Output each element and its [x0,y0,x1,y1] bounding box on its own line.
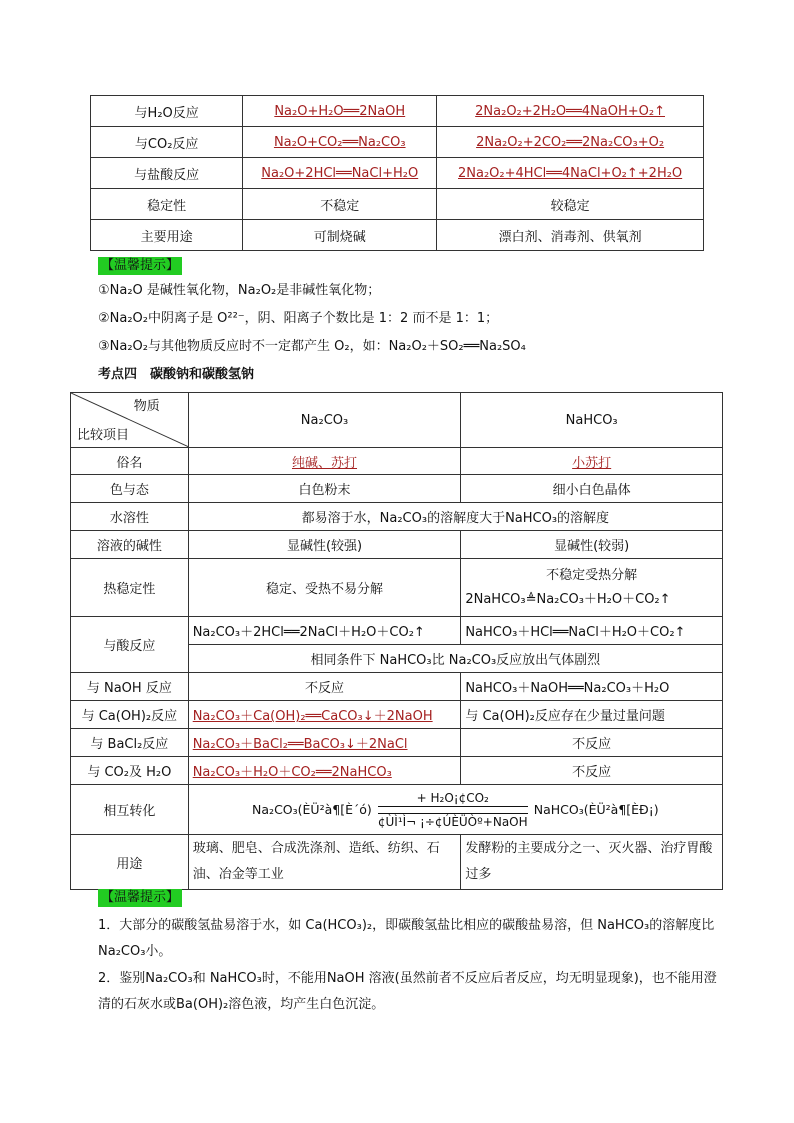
tip-label-1: 【温馨提示】 [98,257,182,275]
cell-nahco3: 与 Ca(OH)₂反应存在少量过量问题 [461,701,723,729]
row-label: 用途 [71,835,189,890]
cell-na2co3: Na₂CO₃＋H₂O＋CO₂══2NaHCO₃ [188,757,461,785]
table-row [91,189,704,220]
table-header-row [71,393,723,448]
cell-na2o: 可制烧碱 [243,220,437,251]
cell-na2o2: 2Na₂O₂+2H₂O══4NaOH+O₂↑ [437,96,704,127]
row-label: 俗名 [71,448,189,475]
tip1-line-2: ②Na₂O₂中阴离子是 O²²⁻，阴、阳离子个数比是 1：2 而不是 1：1； [98,311,499,326]
cell-na2co3: 显碱性(较强) [188,531,461,559]
row-label: 水溶性 [71,503,189,531]
tip1-line-1: ①Na₂O 是碱性氧化物，Na₂O₂是非碱性氧化物； [98,283,381,298]
cell-na2o: Na₂O+CO₂══Na₂CO₃ [243,127,437,158]
row-label: 与酸反应 [71,617,189,673]
cell-na2o2: 2Na₂O₂+2CO₂══2Na₂CO₃+O₂ [437,127,704,158]
cell-na2o2: 较稳定 [437,189,704,220]
cell-na2co3: 纯碱、苏打 [188,448,461,475]
cell-nahco3: NaHCO₃＋HCl══NaCl＋H₂O＋CO₂↑ [461,617,723,645]
cell-nahco3: 小苏打 [461,448,723,475]
row-label: 与CO₂反应 [91,127,243,158]
conversion-top: + H₂O¡¢CO₂ [416,790,489,805]
cell-na2o: 不稳定 [243,189,437,220]
diagonal-header-cell [71,393,189,448]
table-row [71,835,723,890]
table-row [91,220,704,251]
cell-na2o2: 漂白剂、消毒剂、供氧剂 [437,220,704,251]
row-label: 与盐酸反应 [91,158,243,189]
cell-na2co3: 白色粉末 [188,475,461,503]
tip1-line-3: ③Na₂O₂与其他物质反应时不一定都产生 O₂，如：Na₂O₂＋SO₂══Na₂SO₄ [98,339,526,354]
cell-na2co3: 玻璃、肥皂、合成洗涤剂、造纸、纺织、石油、冶金等工业 [188,835,461,890]
tip2-paragraph-2: 2．鉴别Na₂CO₃和 NaHCO₃时，不能用NaOH 溶液(虽然前者不反应后者反应，均无明显现象)，也不能用澄清的石灰水或Ba(OH)₂溶色液，均产生白色沉淀。 [98,971,717,1012]
row-label: 与 CO₂及 H₂O [71,757,189,785]
conversion-arrows [378,790,528,830]
conversion-left: Na₂CO₃(ÈÜ²à¶[È´ó) [252,802,372,817]
row-label: 相互转化 [71,785,189,835]
sodium-oxide-table [90,95,704,251]
tip-label-2: 【温馨提示】 [98,889,182,907]
table-row [91,158,704,189]
thermal-text: 不稳定受热分解 [546,567,638,583]
table-row [71,448,723,475]
table-row [71,559,723,617]
cell-nahco3: 发酵粉的主要成分之一、灭火器、治疗胃酸过多 [461,835,723,890]
row-label: 与H₂O反应 [91,96,243,127]
table-row [71,503,723,531]
cell-na2o2: 2Na₂O₂+4HCl══4NaCl+O₂↑+2H₂O [437,158,704,189]
row-label: 色与态 [71,475,189,503]
thermal-equation: 2NaHCO₃≜Na₂CO₃＋H₂O＋CO₂↑ [465,591,671,607]
double-arrow-icon [378,806,528,814]
cell-nahco3: NaHCO₃＋NaOH══Na₂CO₃＋H₂O [461,673,723,701]
conversion-equation [193,790,718,830]
table-row [71,729,723,757]
cell-na2co3: Na₂CO₃＋2HCl══2NaCl＋H₂O＋CO₂↑ [188,617,461,645]
cell-na2co3: 不反应 [188,673,461,701]
cell-nahco3: 不反应 [461,757,723,785]
cell-nahco3: 不反应 [461,729,723,757]
section-title: 考点四 碳酸钠和碳酸氢钠 [98,367,255,382]
table-row [71,785,723,835]
row-label: 热稳定性 [71,559,189,617]
table-row [71,531,723,559]
table-row [91,96,704,127]
table-row [71,475,723,503]
header-substance: 物质 [133,399,160,414]
row-label: 主要用途 [91,220,243,251]
conversion-cell [188,785,722,835]
cell-merged: 相同条件下 NaHCO₃比 Na₂CO₃反应放出气体剧烈 [188,645,722,673]
cell-na2co3: Na₂CO₃＋BaCl₂══BaCO₃↓＋2NaCl [188,729,461,757]
cell-na2co3: Na₂CO₃＋Ca(OH)₂══CaCO₃↓＋2NaOH [188,701,461,729]
table-row [91,127,704,158]
conversion-bottom: ¢ÙÌ¹Ì¬ ¡÷¢ÚÈÜÒº+NaOH [377,814,528,829]
row-label: 与 NaOH 反应 [71,673,189,701]
tip2-paragraph-1: 1．大部分的碳酸氢盐易溶于水，如 Ca(HCO₃)₂，即碳酸氢盐比相应的碳酸盐易溶，但 NaHCO₃的溶解度比 Na₂CO₃小。 [98,918,715,959]
row-label: 稳定性 [91,189,243,220]
cell-na2co3: 稳定、受热不易分解 [188,559,461,617]
cell-merged: 都易溶于水，Na₂CO₃的溶解度大于NaHCO₃的溶解度 [188,503,722,531]
cell-nahco3 [461,559,723,617]
conversion-right: NaHCO₃(ÈÜ²à¶[ÈÐ¡) [533,802,659,817]
table-row [71,701,723,729]
cell-nahco3: 细小白色晶体 [461,475,723,503]
carbonate-comparison-table [70,392,723,890]
cell-na2o: Na₂O+2HCl══NaCl+H₂O [243,158,437,189]
cell-na2o: Na₂O+H₂O══2NaOH [243,96,437,127]
cell-nahco3: 显碱性(较弱) [461,531,723,559]
row-label: 溶液的碱性 [71,531,189,559]
row-label: 与 Ca(OH)₂反应 [71,701,189,729]
col-header-nahco3: NaHCO₃ [461,393,723,448]
header-item: 比较项目 [77,428,130,443]
table-row [71,757,723,785]
table-row [71,617,723,645]
table-row [71,673,723,701]
row-label: 与 BaCl₂反应 [71,729,189,757]
col-header-na2co3: Na₂CO₃ [188,393,461,448]
